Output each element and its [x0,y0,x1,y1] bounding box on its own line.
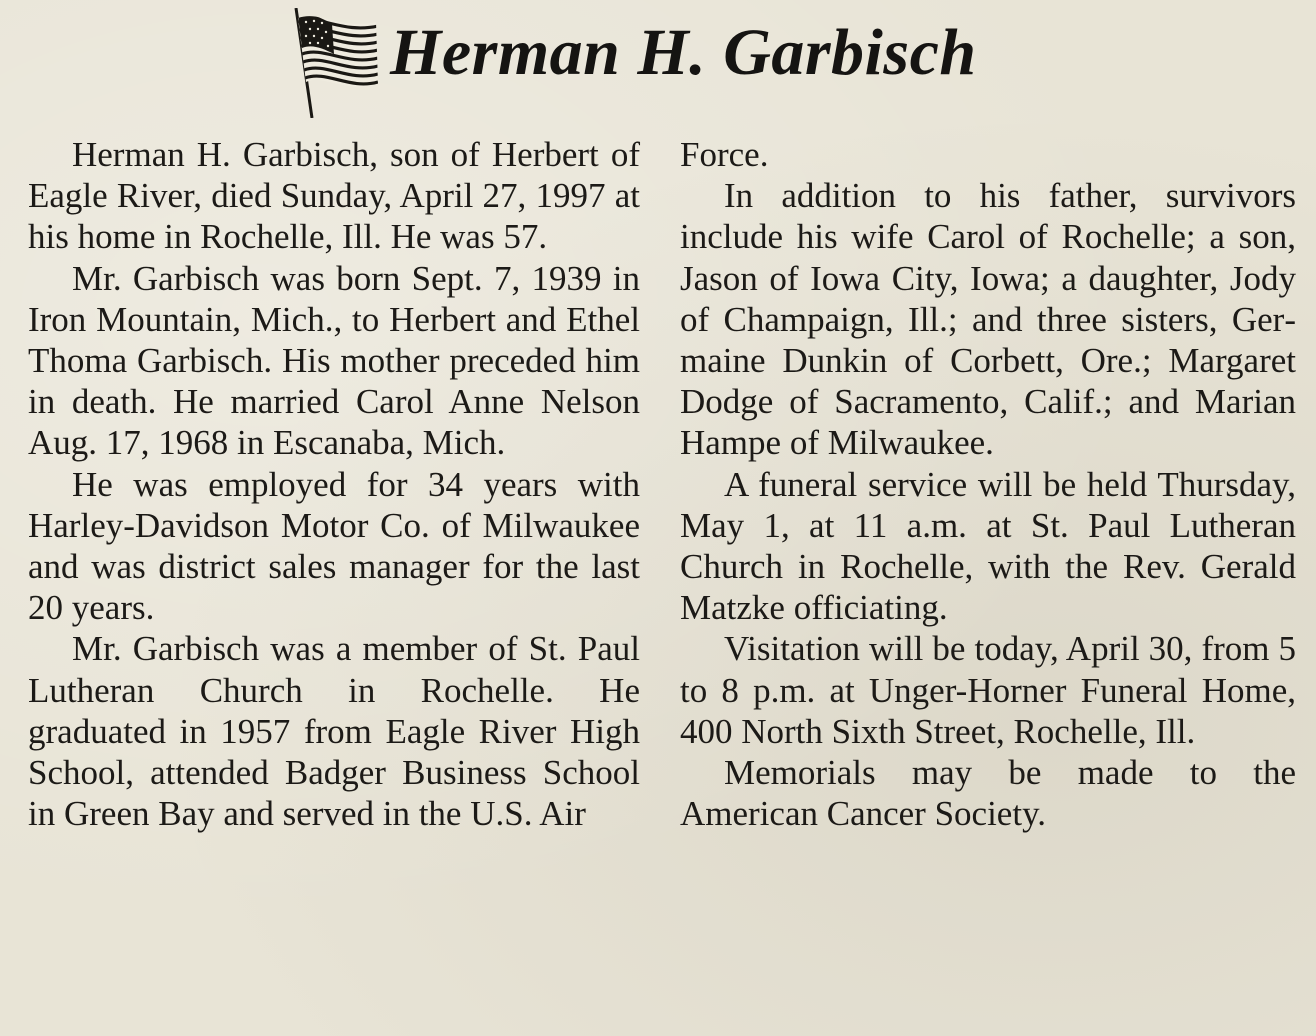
left-column [28,134,640,834]
paragraph-funeral-service: A funeral service will be held Thursday, May 1, at 11 a.m. at St. Paul Lutheran Church in Rochelle, with the Rev. Gerald Matzke officiating. [680,464,1296,628]
american-flag-icon [290,8,382,118]
paragraph-membership-education: Mr. Garbisch was a member of St. Paul Lutheran Church in Rochelle. He graduated in 1957 from Eagle River High School, attended Badger Business School in Green Bay and served in the U.S. Air [28,629,640,834]
paragraph-birth-marriage: Mr. Garbisch was born Sept. 7, 1939 in Iron Mountain, Mich., to Herbert and Ethel Thoma Garbisch. His mother preceded him in death. He married Carol Anne Nelson Aug. 17, 1968 in Escanaba, Mich. [28,258,640,463]
right-column [680,134,1296,834]
paragraph-death-notice: Herman H. Garbisch, son of Herbert of Eagle River, died Sunday, April 27, 1997 at his home in Rochelle, Ill. He was 57. [28,135,640,257]
obituary-header [290,6,1090,118]
paragraph-memorials: Memorials may be made to the American Cancer Society. [680,753,1296,834]
obituary-title: Herman H. Garbisch [390,16,977,89]
paragraph-employment: He was employed for 34 years with Harley-Davidson Motor Co. of Milwaukee and was district sales manager for the last 20 years. [28,464,640,628]
paragraph-continuation: Force. [680,135,769,174]
paragraph-visitation: Visitation will be today, April 30, from 5 to 8 p.m. at Unger-Horner Funeral Home, 400 North Sixth Street, Rochelle, Ill. [680,629,1296,751]
paragraph-survivors: In addition to his father, survivors include his wife Carol of Rochelle; a son, Jason of Iowa City, Iowa; a daughter, Jody of Champaign, Ill.; and three sisters, Germaine Dunkin of Corbett, Ore.; Margaret Dodge of Sacramento, Calif.; and Marian Hampe of Milwaukee. [680,176,1296,463]
